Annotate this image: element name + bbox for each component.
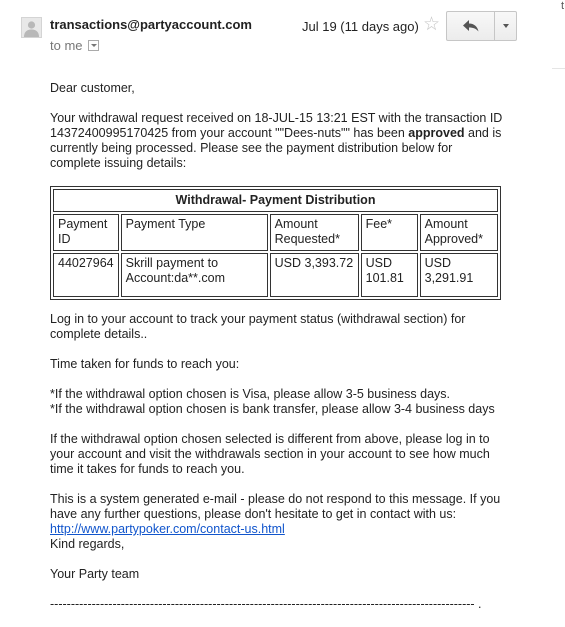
intro-text-end: and is currently being processed. Please see the payment distribution below for complete issuing details: <box>50 126 502 170</box>
show-details-button[interactable] <box>88 40 99 51</box>
dashed-separator: ------------------------------------------------------------------------------------------------------ . <box>50 597 482 611</box>
contact-us-link[interactable]: http://www.partypoker.com/contact-us.html <box>50 522 285 536</box>
payment-distribution-table <box>50 186 501 300</box>
cell-payment-id: 44027964 <box>53 253 119 297</box>
message-actions <box>446 11 517 41</box>
time-taken-heading: Time taken for funds to reach you: <box>50 357 240 371</box>
system-note: This is a system generated e-mail - please do not respond to this message. If you have any further questions, please don't hesitate to get in contact with us: <box>50 492 501 521</box>
system-note-paragraph <box>50 492 505 552</box>
processing-times <box>50 387 505 417</box>
sender-address[interactable]: transactions@partyaccount.com <box>50 17 252 32</box>
edge-text: t <box>561 0 565 12</box>
intro-paragraph <box>50 111 505 171</box>
table-title: Withdrawal- Payment Distribution <box>53 189 498 212</box>
star-icon[interactable]: ☆ <box>423 14 441 35</box>
greeting: Dear customer, <box>50 81 135 95</box>
bank-transfer-note: *If the withdrawal option chosen is bank transfer, please allow 3-4 business days <box>50 402 495 416</box>
column-header-fee: Fee* <box>361 214 418 251</box>
signature: Your Party team <box>50 567 140 581</box>
cell-amount-approved: USD 3,291.91 <box>420 253 498 297</box>
message-date[interactable]: Jul 19 (11 days ago) <box>302 19 419 34</box>
cell-amount-requested: USD 3,393.72 <box>270 253 359 297</box>
email-body <box>50 81 505 627</box>
avatar <box>21 17 42 38</box>
table-row <box>53 253 498 297</box>
chevron-down-icon <box>503 24 509 28</box>
intro-text-start: Your withdrawal request received on 18-JUL-15 13:21 EST with the transaction ID 14372400995170425 from your account ""Dees-nuts"" has been <box>50 111 503 140</box>
table-header-row <box>53 214 498 251</box>
visa-note: *If the withdrawal option chosen is Visa, please allow 3-5 business days. <box>50 387 450 401</box>
column-header-payment-id: Payment ID <box>53 214 119 251</box>
more-actions-button[interactable] <box>495 12 516 40</box>
cell-payment-type: Skrill payment to Account:da**.com <box>121 253 268 297</box>
column-header-payment-type: Payment Type <box>121 214 268 251</box>
reply-icon <box>463 20 479 32</box>
column-header-amount-requested: Amount Requested* <box>270 214 359 251</box>
login-paragraph: Log in to your account to track your payment status (withdrawal section) for complete details.. <box>50 312 466 341</box>
edge-divider <box>552 68 565 69</box>
other-method-paragraph: If the withdrawal option chosen selected is different from above, please log in to your account and visit the withdrawals section in your account to see how much time it takes for funds to reach you. <box>50 432 490 476</box>
cell-fee: USD 101.81 <box>361 253 418 297</box>
approved-status: approved <box>408 126 465 140</box>
regards: Kind regards, <box>50 537 125 551</box>
column-header-amount-approved: Amount Approved* <box>420 214 498 251</box>
reply-button[interactable] <box>447 12 495 40</box>
recipient-line <box>50 38 99 53</box>
recipient-label: to me <box>50 38 83 53</box>
